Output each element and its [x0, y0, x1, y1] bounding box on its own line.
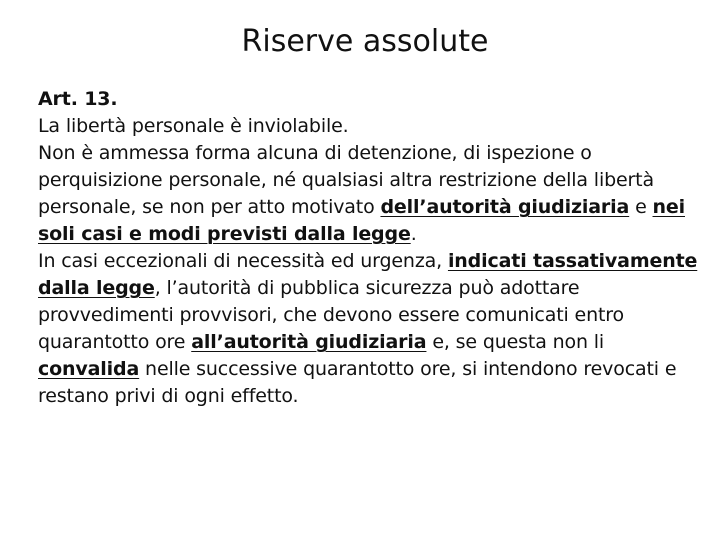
- emphasis-validates: convalida: [38, 358, 140, 380]
- paragraph-2-text-2: e: [629, 196, 653, 218]
- paragraph-1: La libertà personale è inviolabile.: [38, 115, 349, 137]
- emphasis-cases-by-law: nei soli casi e modi previsti dalla legge: [38, 196, 685, 245]
- paragraph-2-text-3: .: [410, 223, 417, 245]
- paragraph-3-text-2: , l’autorità di pubblica sicurezza può adottare provvedimenti provvisori, che devono essere comunicati entro quarantotto ore: [38, 277, 624, 353]
- emphasis-specified-by-law: indicati tassativamente dalla legge: [38, 250, 698, 299]
- emphasis-to-judicial-authority: all’autorità giudiziaria: [191, 331, 427, 353]
- slide-body: [38, 86, 700, 410]
- paragraph-2-text-1: Non è ammessa forma alcuna di detenzione, di ispezione o perquisizione personale, né qualsiasi altra restrizione della libertà personale, se non per atto motivato: [38, 142, 654, 218]
- paragraph-3-text-1: In casi eccezionali di necessità ed urgenza,: [38, 250, 448, 272]
- paragraph-3-text-4: nelle successive quarantotto ore, si intendono revocati e restano privi di ogni effetto.: [38, 358, 677, 407]
- paragraph-3: [38, 248, 700, 410]
- paragraph-2: [38, 140, 700, 248]
- article-heading: Art. 13.: [38, 88, 118, 110]
- emphasis-judicial-authority: dell’autorità giudiziaria: [380, 196, 630, 218]
- paragraph-3-text-3: e, se questa non li: [426, 331, 605, 353]
- slide-title: Riserve assolute: [241, 24, 489, 59]
